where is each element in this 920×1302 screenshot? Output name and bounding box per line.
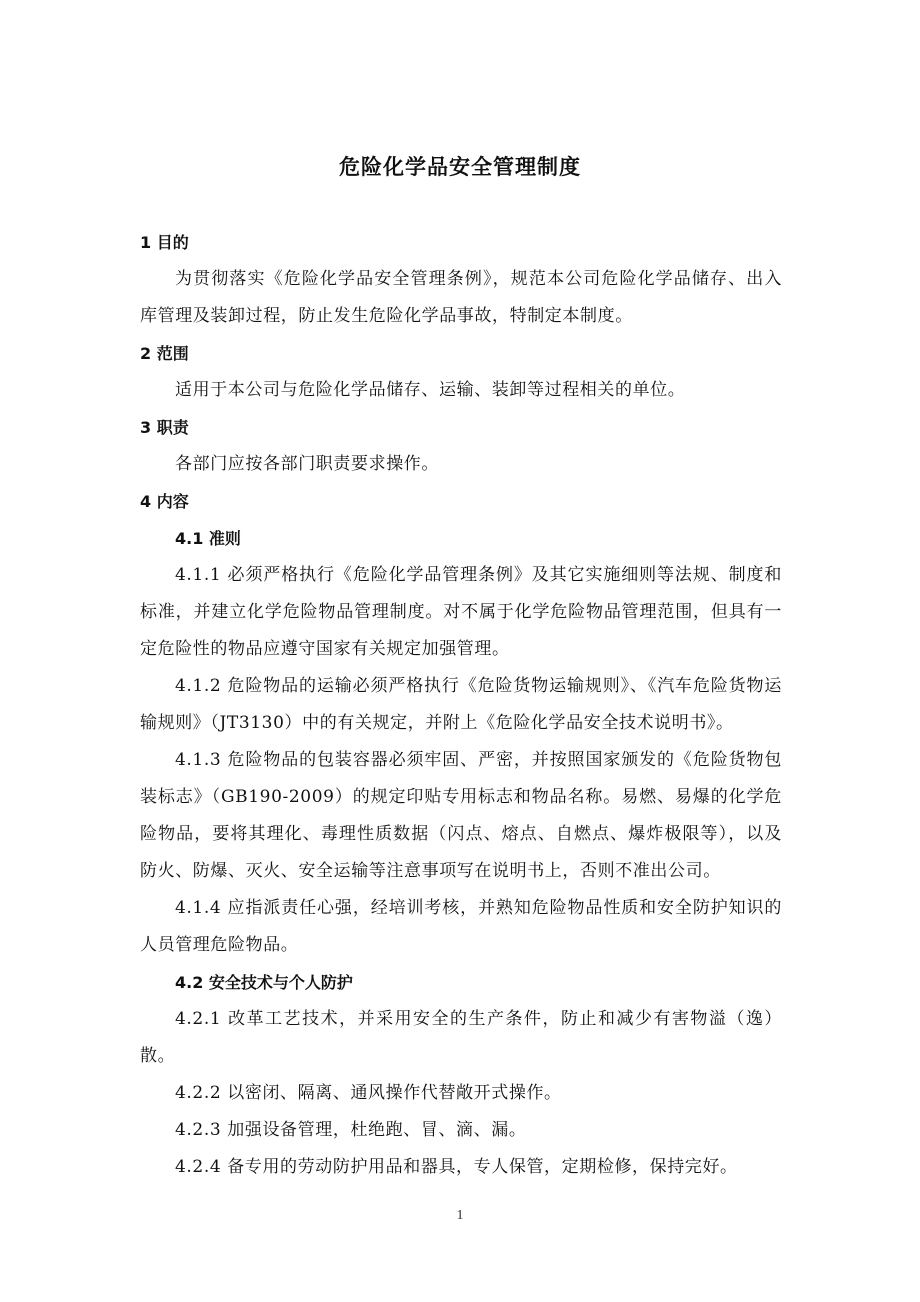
document-title: 危险化学品安全管理制度 xyxy=(339,155,581,179)
section-paragraph-responsibilities: 各部门应按各部门职责要求操作。 xyxy=(175,454,439,474)
section-heading-content: 4 内容 xyxy=(140,492,189,511)
document-body xyxy=(140,224,782,1186)
page-number: 1 xyxy=(456,1208,464,1223)
clause-4-1-2: 4.1.2 危险物品的运输必须严格执行《危险货物运输规则》、《汽车危险货物运输规则》（JT3130）中的有关规定，并附上《危险化学品安全技术说明书》。 xyxy=(140,676,782,733)
clause-4-1-4: 4.1.4 应指派责任心强，经培训考核，并熟知危险物品性质和安全防护知识的人员管理危险物品。 xyxy=(140,898,782,955)
section-heading-purpose: 1 目的 xyxy=(140,233,189,252)
section-heading-responsibilities: 3 职责 xyxy=(140,418,189,437)
section-heading-scope: 2 范围 xyxy=(140,344,189,363)
clause-4-2-2: 4.2.2 以密闭、隔离、通风操作代替敞开式操作。 xyxy=(175,1083,562,1103)
clause-4-2-4: 4.2.4 备专用的劳动防护用品和器具，专人保管，定期检修，保持完好。 xyxy=(175,1157,738,1177)
clause-4-2-1: 4.2.1 改革工艺技术，并采用安全的生产条件，防止和减少有害物溢（逸）散。 xyxy=(140,1009,782,1066)
section-paragraph-purpose: 为贯彻落实《危险化学品安全管理条例》，规范本公司危险化学品储存、出入库管理及装卸过程，防止发生危险化学品事故，特制定本制度。 xyxy=(140,269,782,326)
section-paragraph-scope: 适用于本公司与危险化学品储存、运输、装卸等过程相关的单位。 xyxy=(175,380,686,400)
clause-4-2-3: 4.2.3 加强设备管理，杜绝跑、冒、滴、漏。 xyxy=(175,1120,527,1140)
clause-4-1-3: 4.1.3 危险物品的包装容器必须牢固、严密，并按照国家颁发的《危险货物包装标志》（GB190-2009）的规定印贴专用标志和物品名称。易燃、易爆的化学危险物品，要将其理化、毒理性质数据（闪点、熔点、自燃点、爆炸极限等），以及防火、防爆、灭火、安全运输等注意事项写在说明书上，否则不准出公司。 xyxy=(140,750,782,881)
clause-4-1-1: 4.1.1 必须严格执行《危险化学品管理条例》及其它实施细则等法规、制度和标准，并建立化学危险物品管理制度。对不属于化学危险物品管理范围，但具有一定危险性的物品应遵守国家有关规定加强管理。 xyxy=(140,565,782,659)
subsection-heading-principles: 4.1 准则 xyxy=(175,529,241,548)
subsection-heading-safety-tech: 4.2 安全技术与个人防护 xyxy=(175,973,353,992)
